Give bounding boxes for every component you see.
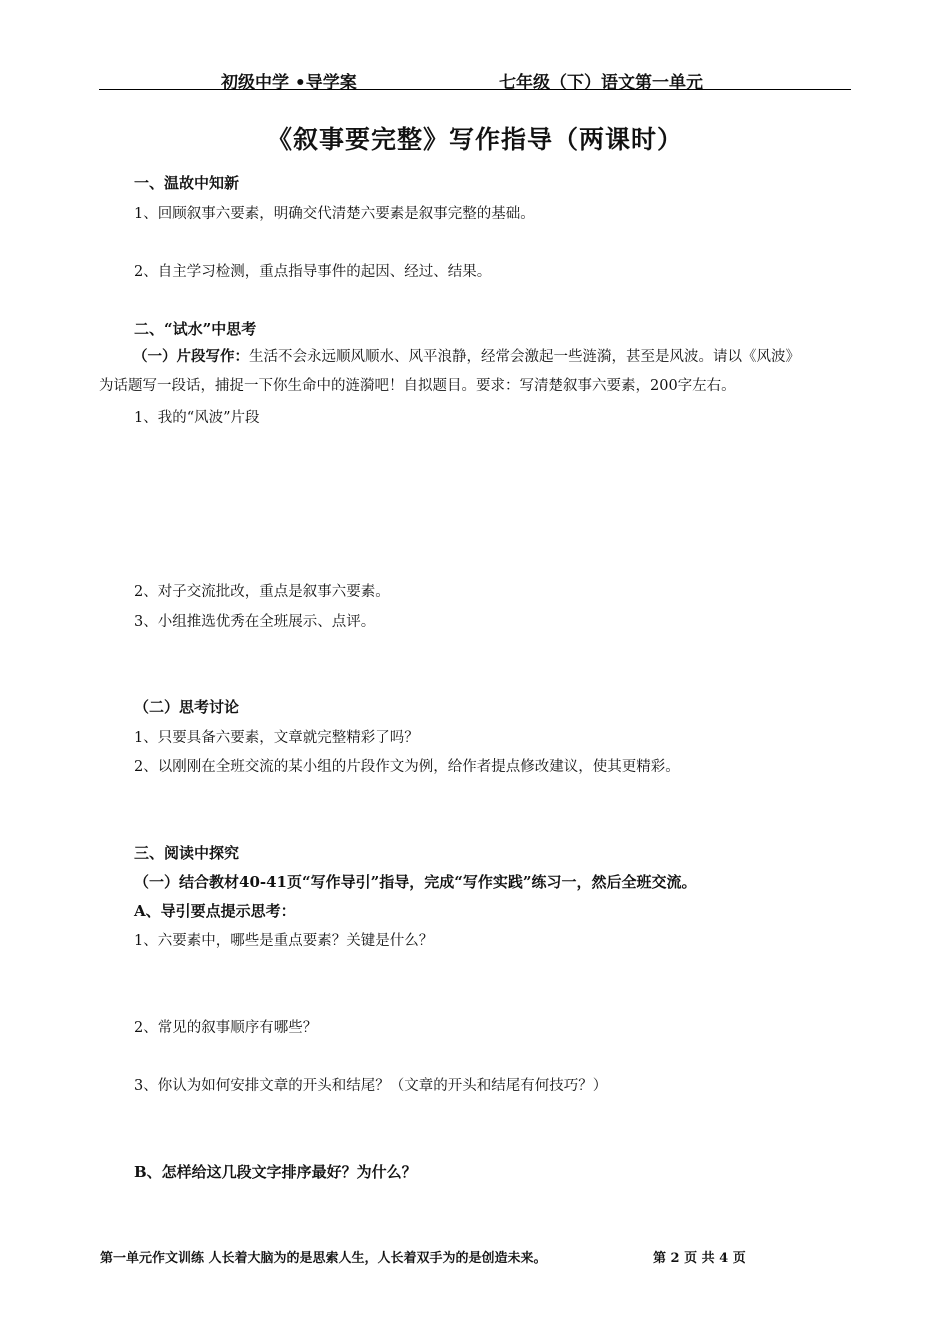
footer-page-number: 第 2 页 共 4 页 bbox=[653, 1251, 746, 1266]
section2-item2: 2、对子交流批改，重点是叙事六要素。 bbox=[134, 584, 390, 600]
section2-part2-item2: 2、以刚刚在全班交流的某小组的片段作文为例，给作者提点修改建议，使其更精彩。 bbox=[134, 759, 680, 775]
section3-b-label: B、怎样给这几段文字排序最好？为什么？ bbox=[134, 1163, 417, 1181]
section2-item1: 1、我的“风波”片段 bbox=[134, 410, 260, 426]
section2-part1-text-line1: 生活不会永远顺风顺水、风平浪静，经常会激起一些涟漪，甚至是风波。请以《风波》 bbox=[249, 349, 800, 365]
section3-a-item2: 2、常见的叙事顺序有哪些？ bbox=[134, 1020, 318, 1036]
footer-left: 第一单元作文训练 人长着大脑为的是思索人生，人长着双手为的是创造未来。 bbox=[100, 1251, 547, 1266]
section2-part2-label: （二）思考讨论 bbox=[134, 698, 240, 716]
section2-part2-item1: 1、只要具备六要素，文章就完整精彩了吗？ bbox=[134, 730, 419, 746]
section3-a-item1: 1、六要素中，哪些是重点要素？关键是什么？ bbox=[134, 933, 434, 949]
section1-heading: 一、温故中知新 bbox=[134, 174, 240, 192]
header-right: 七年级（下）语文第一单元 bbox=[499, 73, 703, 93]
section2-part1-label: （一）片段写作： bbox=[133, 348, 249, 365]
header-rule bbox=[99, 89, 851, 90]
page-title: 《叙事要完整》写作指导（两课时） bbox=[266, 125, 683, 154]
section1-item1: 1、回顾叙事六要素，明确交代清楚六要素是叙事完整的基础。 bbox=[134, 206, 535, 222]
section1-item2: 2、自主学习检测，重点指导事件的起因、经过、结果。 bbox=[134, 264, 492, 280]
section2-item3: 3、小组推选优秀在全班展示、点评。 bbox=[134, 614, 376, 630]
section3-a-label: A、导引要点提示思考： bbox=[134, 902, 296, 920]
header-left: 初级中学 •导学案 bbox=[221, 73, 357, 93]
section3-heading: 三、阅读中探究 bbox=[134, 844, 240, 862]
section2-part1-text-line2: 为话题写一段话，捕捉一下你生命中的涟漪吧！自拟题目。要求：写清楚叙事六要素，200字左右。 bbox=[99, 378, 736, 394]
section3-a-item3: 3、你认为如何安排文章的开头和结尾？（文章的开头和结尾有何技巧？） bbox=[134, 1078, 608, 1094]
section3-part1-label: （一）结合教材40-41页“写作导引”指导，完成“写作实践”练习一，然后全班交流。 bbox=[134, 873, 697, 891]
section2-part1-paragraph bbox=[99, 342, 851, 401]
section2-heading: 二、“试水”中思考 bbox=[134, 320, 257, 338]
